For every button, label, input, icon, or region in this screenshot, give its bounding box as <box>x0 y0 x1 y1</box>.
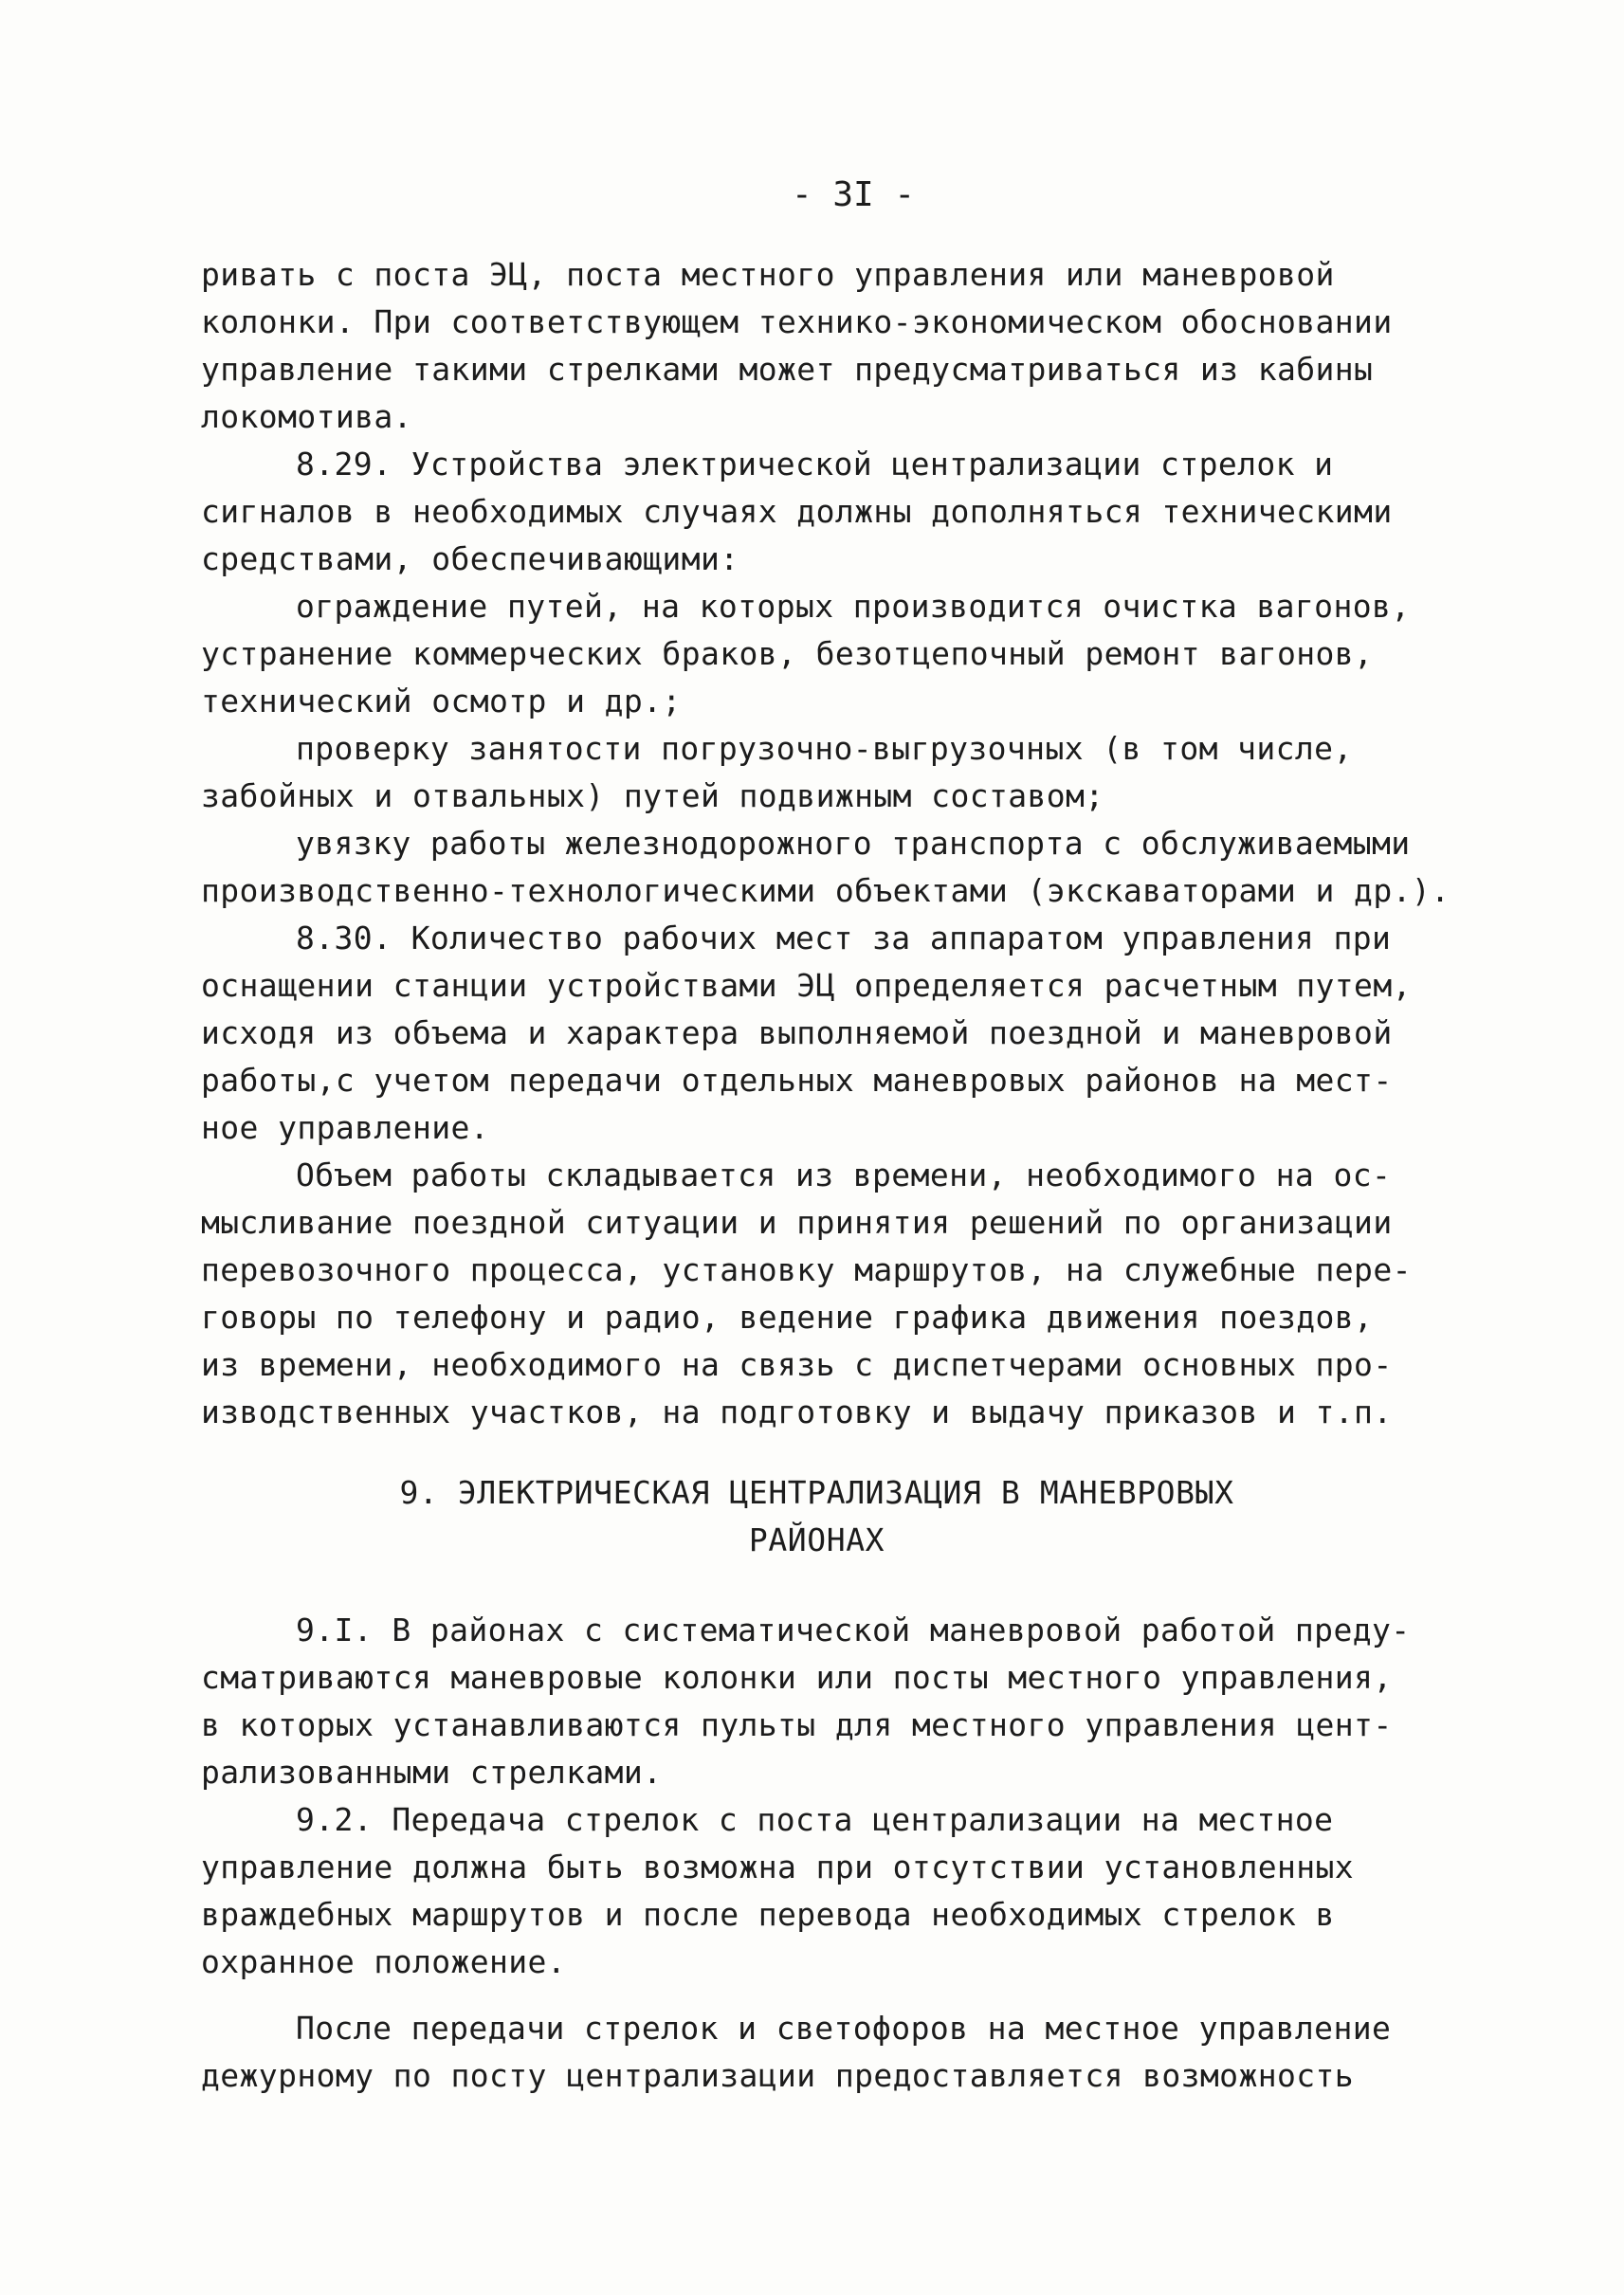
text-line: из времени, необходимого на связь с диспетчерами основных про- <box>201 1346 1393 1383</box>
text-line: производственно-технологическими объектами (экскаваторами и др.). <box>201 872 1451 909</box>
text-line: говоры по телефону и радио, ведение графика движения поездов, <box>201 1299 1374 1336</box>
page-number: - 3I - <box>792 175 916 214</box>
text-line: управление должна быть возможна при отсутствии установленных <box>201 1849 1355 1885</box>
text-line: средствами, обеспечивающими: <box>201 540 739 577</box>
text-line: рализованными стрелками. <box>201 1754 663 1791</box>
text-line: сматриваются маневровые колонки или посты местного управления, <box>201 1659 1393 1696</box>
text-line: 8.29. Устройства электрической централизации стрелок и <box>296 446 1334 483</box>
text-line: ное управление. <box>201 1109 490 1146</box>
text-line: враждебных маршрутов и после перевода необходимых стрелок в <box>201 1896 1335 1933</box>
text-line: локомотива. <box>201 398 412 435</box>
text-line: изводственных участков, на подготовку и выдачу приказов и т.п. <box>201 1393 1393 1430</box>
text-line: управление такими стрелками может предусматриваться из кабины <box>201 351 1374 388</box>
text-line: забойных и отвальных) путей подвижным составом; <box>201 777 1104 814</box>
text-line: Объем работы складывается из времени, необходимого на ос- <box>296 1157 1392 1193</box>
text-line: перевозочного процесса, установку маршрутов, на служебные пере- <box>201 1251 1412 1288</box>
text-line: мысливание поездной ситуации и принятия решений по организации <box>201 1204 1393 1241</box>
text-line: колонки. При соответствующем технико-экономическом обосновании <box>201 303 1393 340</box>
section-heading: 9. ЭЛЕКТРИЧЕСКАЯ ЦЕНТРАЛИЗАЦИЯ В МАНЕВРОВЫХ <box>399 1474 1234 1511</box>
section-heading-continued: РАЙОНАХ <box>748 1521 885 1558</box>
text-line: оснащении станции устройствами ЭЦ определяется расчетным путем, <box>201 967 1412 1004</box>
text-line: сигналов в необходимых случаях должны дополняться техническими <box>201 493 1393 530</box>
text-line: дежурному по посту централизации предоставляется возможность <box>201 2057 1355 2094</box>
text-line: работы,с учетом передачи отдельных маневровых районов на мест- <box>201 1062 1393 1099</box>
text-line: увязку работы железнодорожного транспорта с обслуживаемыми <box>296 825 1411 862</box>
text-line: в которых устанавливаются пульты для местного управления цент- <box>201 1706 1393 1743</box>
text-line: 9.I. В районах с систематической маневровой работой преду- <box>296 1612 1411 1648</box>
text-line: технический осмотр и др.; <box>201 683 682 719</box>
text-line: исходя из объема и характера выполняемой поездной и маневровой <box>201 1014 1393 1051</box>
text-line: После передачи стрелок и светофоров на местное управление <box>296 2010 1392 2047</box>
text-line: 8.30. Количество рабочих мест за аппаратом управления при <box>296 920 1392 956</box>
text-line: ограждение путей, на которых производится очистка вагонов, <box>296 588 1411 625</box>
text-line: ривать с поста ЭЦ, поста местного управления или маневровой <box>201 256 1335 293</box>
text-line: устранение коммерческих браков, безотцепочный ремонт вагонов, <box>201 635 1374 672</box>
text-line: проверку занятости погрузочно-выгрузочных (в том числе, <box>296 730 1353 767</box>
text-line: 9.2. Передача стрелок с поста централизации на местное <box>296 1801 1334 1838</box>
text-line: охранное положение. <box>201 1943 567 1980</box>
